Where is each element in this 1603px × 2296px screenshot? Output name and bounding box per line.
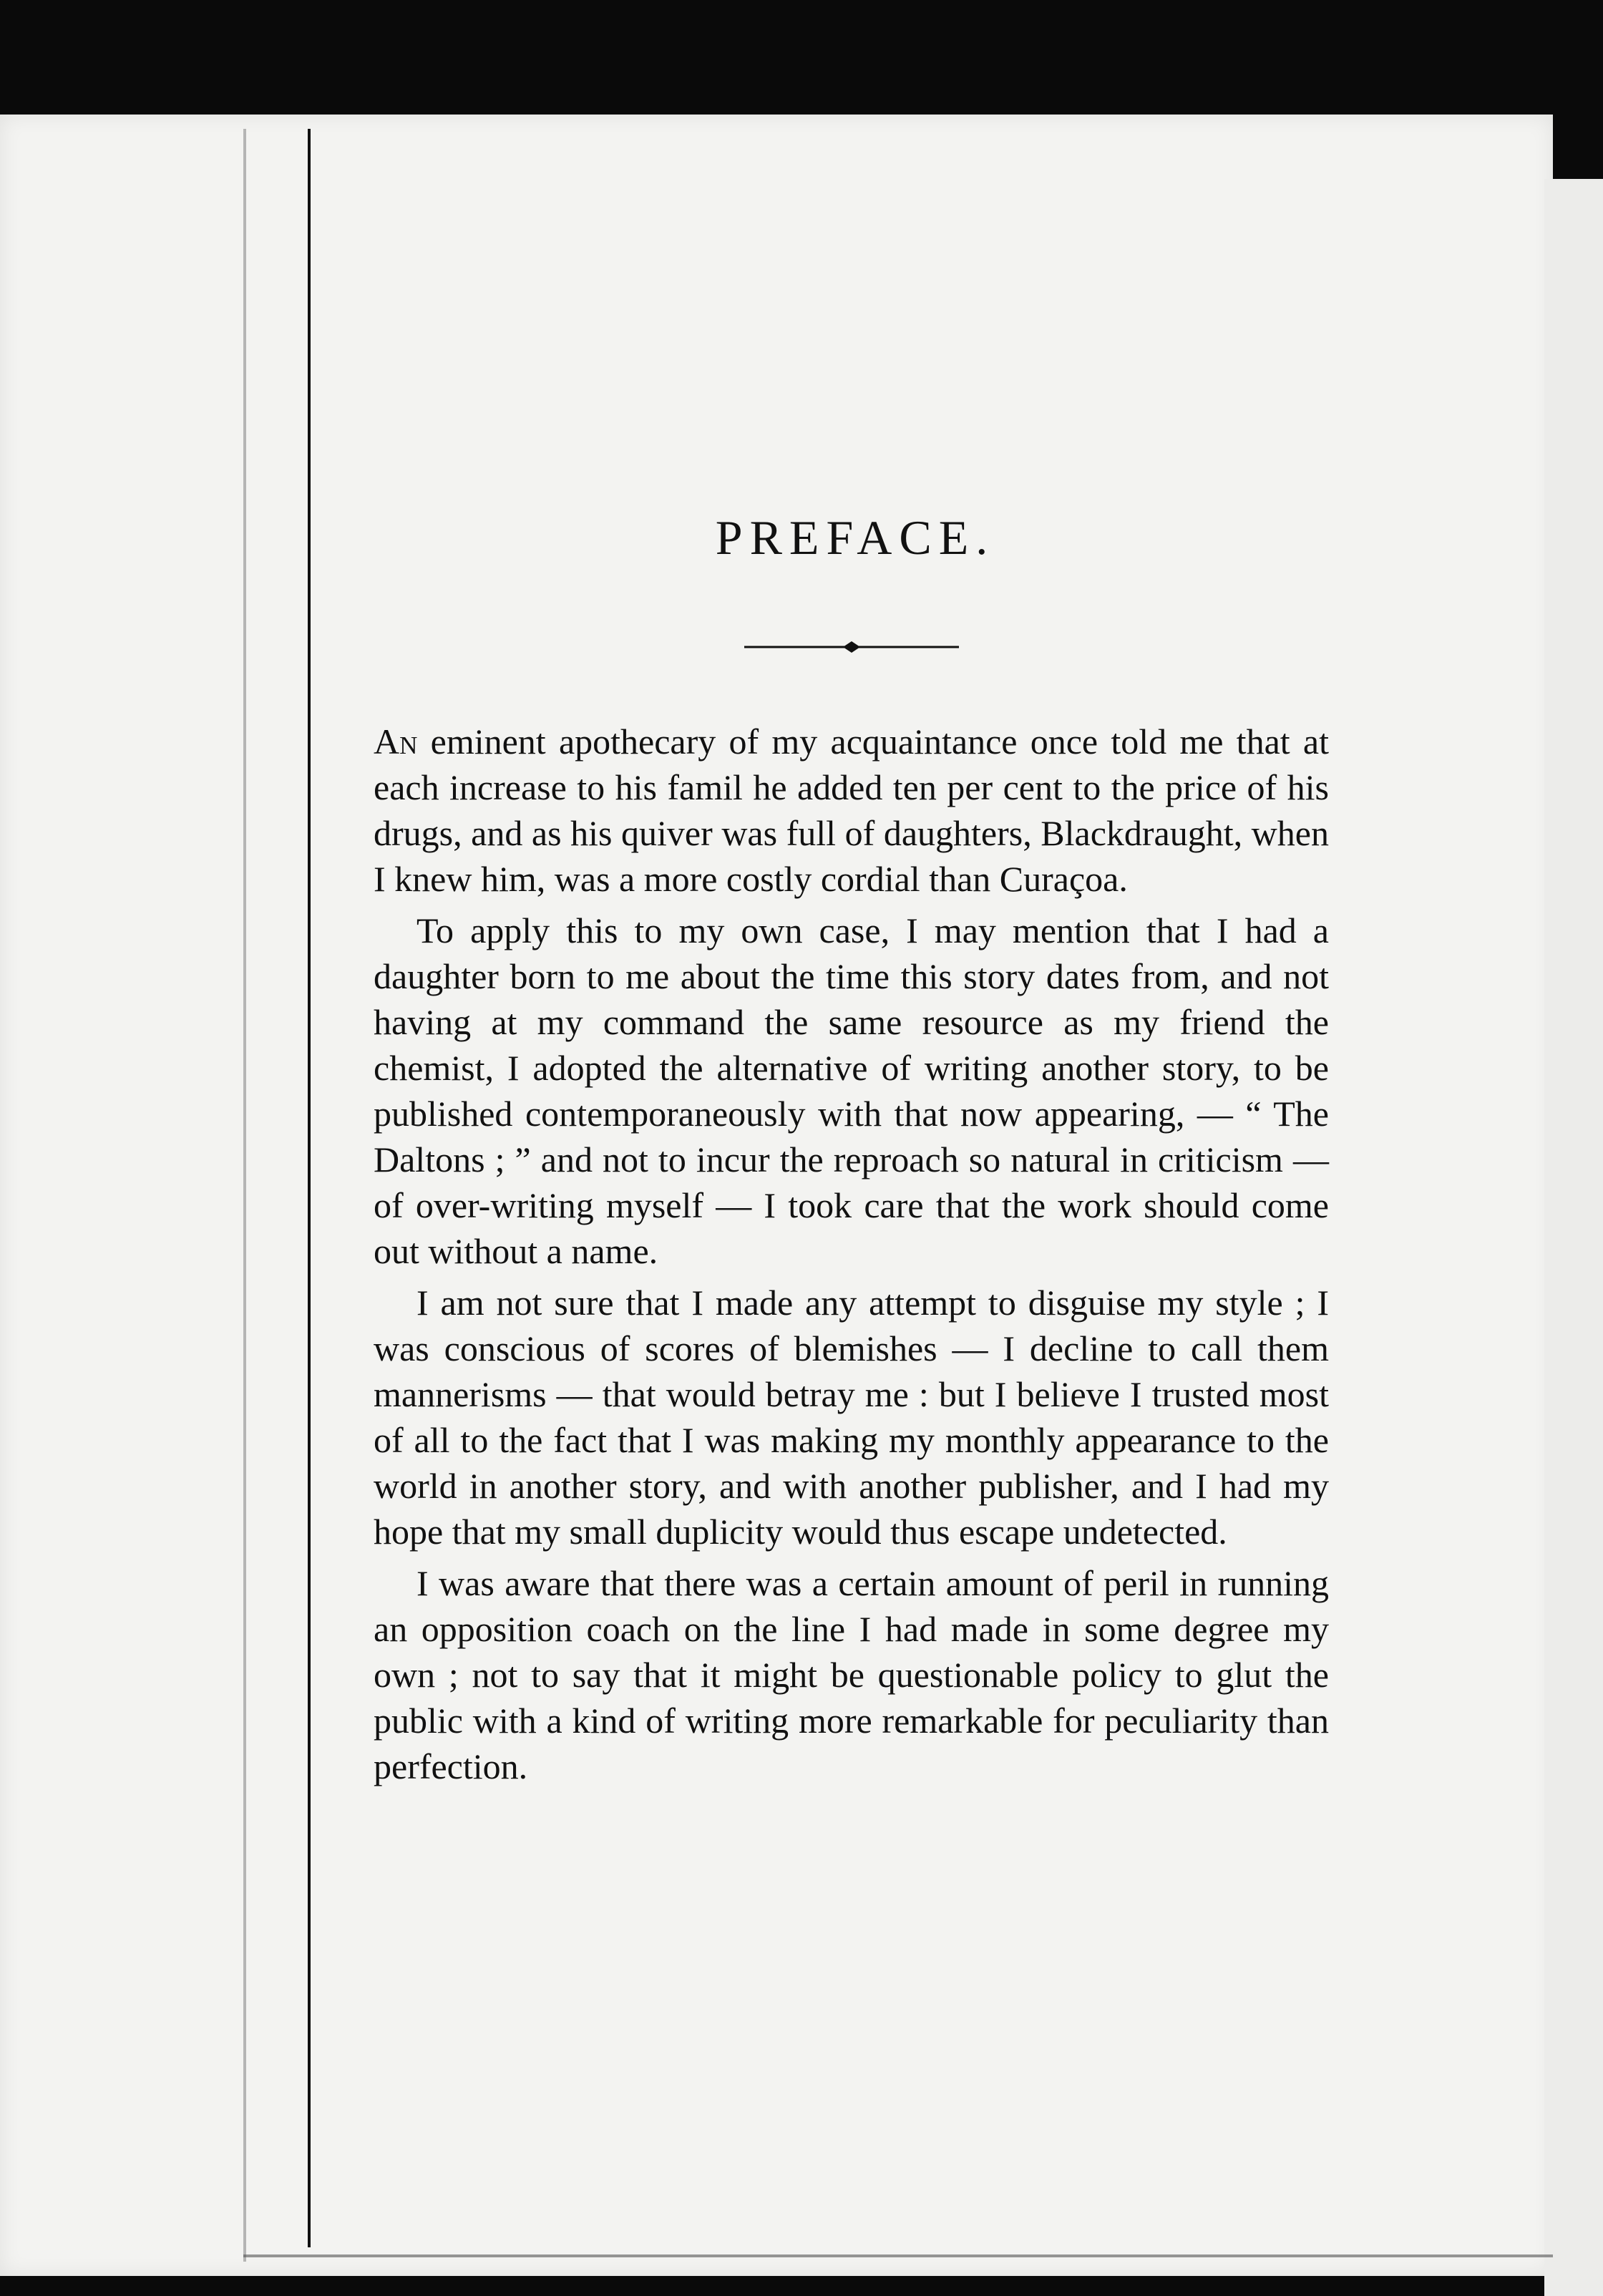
page-title: PREFACE. xyxy=(715,510,995,565)
preface-text xyxy=(374,719,1329,1795)
paragraph: I was aware that there was a certain amount of peril in running an opposition coach on the line I had made in some degree my own ; not to say that it might be questionable policy to glut the public with a kind of writing more remarkable for peculiarity than perfection. xyxy=(374,1563,1329,1786)
paragraph xyxy=(374,719,1329,902)
binding-gutter xyxy=(243,129,312,2262)
gutter-shadow-line xyxy=(243,129,246,2262)
gutter-fold-line xyxy=(308,129,311,2247)
next-page-edge xyxy=(1544,179,1603,2296)
paragraph: To apply this to my own case, I may mention that I had a daughter born to me about the time this story dates from, and not having at my command the same resource as my friend the chemist, I adopted the alternative of writing another story, to be published contemporaneously with that now appearing, — “ The Daltons ; ” and not to incur the reproach so natural in criticism — of over-writing myself — I took care that the work should come out without a name. xyxy=(374,910,1329,1271)
title-ornament xyxy=(744,640,959,654)
page-bottom-edge xyxy=(243,2254,1553,2257)
paragraph: I am not sure that I made any attempt to disguise my style ; I was conscious of scores of blemishes — I decline to call them mannerisms — that would betray me : but I believe I trusted most of all to the fact that I was making my monthly appearance to the world in another story, and with another publisher, and I had my hope that my small duplicity would thus escape undetected. xyxy=(374,1283,1329,1552)
drop-lead: An xyxy=(374,721,418,762)
paragraph-body: eminent apothecary of my acquaintance once told me that at each increase to his famil he added ten per cent to the price of his drugs, and as his quiver was full of daughters, Blackdraught, when I knew him, was a more costly cordial than Curaçoa. xyxy=(374,721,1329,899)
